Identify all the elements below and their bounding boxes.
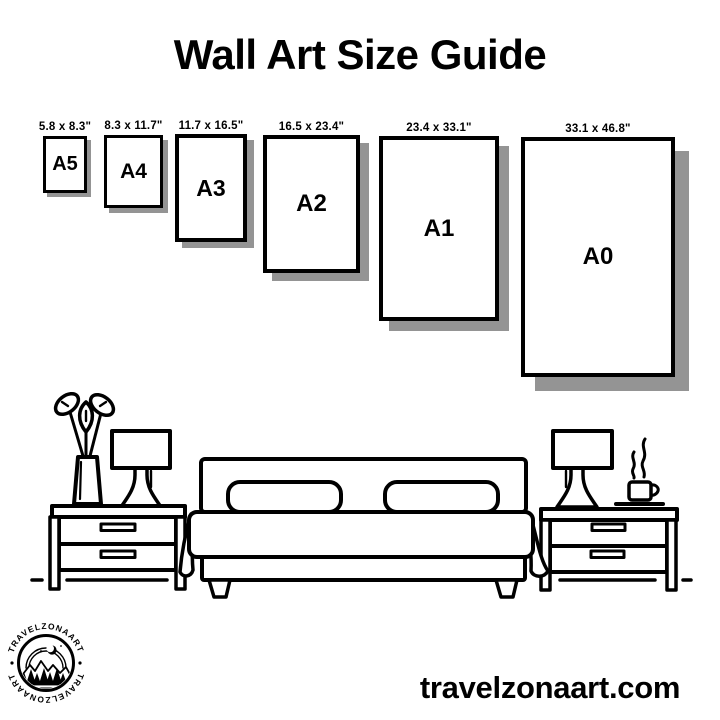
plant-icon [52,390,118,504]
drawer-handle [101,524,135,531]
vase [74,457,101,504]
star [60,645,62,647]
size-frame-a3 [175,120,247,242]
bed-leg [209,580,230,597]
steam-icon [642,439,645,477]
bed-icon [180,459,548,597]
bedroom-scene [30,385,700,600]
size-dimension-label: 5.8 x 8.3" [38,121,92,133]
size-dimension-label: 11.7 x 16.5" [178,120,244,132]
size-code: A0 [582,243,614,270]
pillow [385,482,498,512]
size-dimension-label: 16.5 x 23.4" [278,121,345,133]
bed-base [202,557,525,580]
nightstand-left [50,506,185,589]
drawer-handle [592,524,625,531]
size-frame-a4 [104,120,163,208]
star [40,650,42,652]
nightstand-right [541,509,677,590]
size-frame-a5 [38,121,92,193]
size-dimension-label: 23.4 x 33.1" [406,122,472,134]
size-code: A1 [423,214,455,242]
size-dimension-label: 8.3 x 11.7" [104,120,163,132]
table-lamp-icon [553,431,612,507]
brand-logo-badge [4,620,88,706]
page-title: Wall Art Size Guide [173,31,547,78]
size-frame-a1 [379,122,499,321]
drawer-handle [591,551,624,558]
size-frame-a0 [521,123,675,377]
separator-dot [78,661,81,664]
size-code: A2 [296,190,327,217]
mattress [189,512,533,557]
logo-text-bottom: TRAVELZONAART [5,672,87,706]
drawer-handle [101,551,135,558]
table-lamp-icon [112,431,170,507]
size-code: A3 [196,174,226,201]
size-frame-a2 [263,121,360,273]
website-url: travelzonaart.com [419,670,681,705]
size-dimension-label: 33.1 x 46.8" [565,123,631,135]
size-code: A5 [52,153,78,175]
size-code: A4 [120,159,147,183]
steam-icon [632,452,634,478]
separator-dot [10,661,13,664]
pillow [228,482,341,512]
coffee-cup-icon [616,439,663,504]
logo-text-top: TRAVELZONAART [5,620,87,654]
bed-leg [496,580,517,597]
